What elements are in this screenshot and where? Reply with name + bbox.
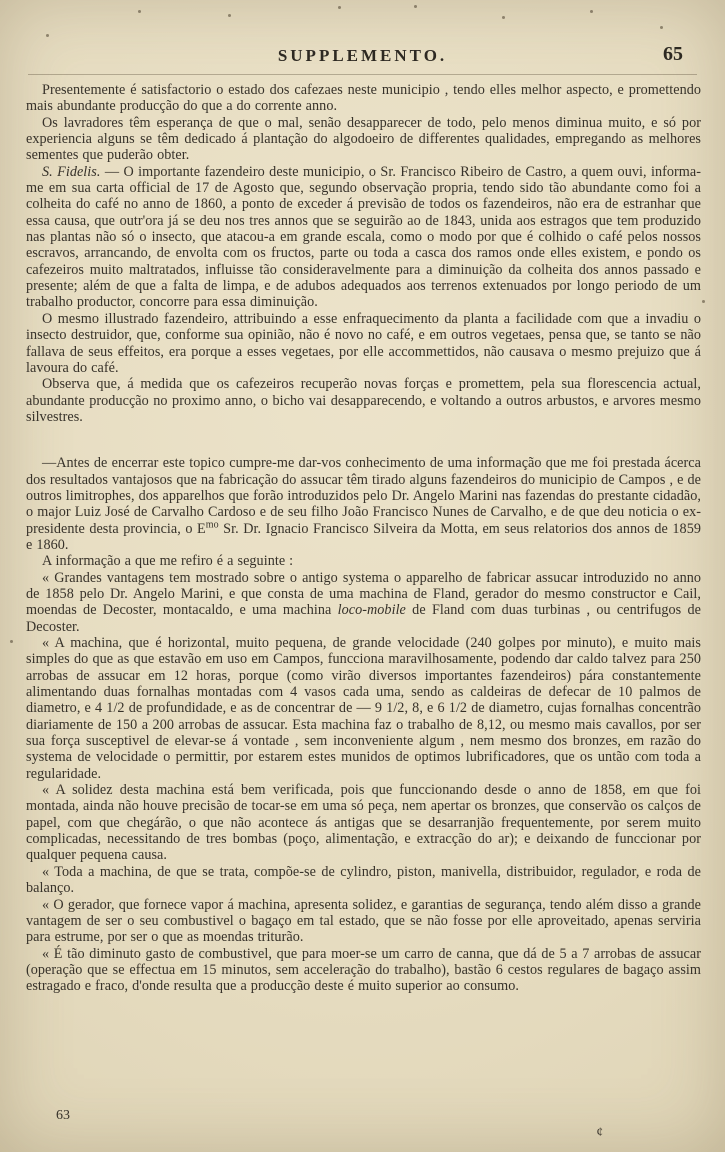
paragraph-lead-italic: S. Fidelis. [42,163,101,180]
scan-speck [338,6,341,9]
paragraph [26,164,701,311]
document-body [26,82,701,995]
scan-speck [46,34,49,37]
paragraph: Os lavradores têm esperança de que o mal, senão desapparecer de todo, pelo menos diminua muito, e só por experiencia alguns se têm dedicado á plantação do algodoeiro de differentes qualidades, empregando as melhores sementes que puderão obter. [26,114,701,164]
scan-speck [228,14,231,17]
paragraph-text: —Antes de encerrar este topico cumpre-me dar-vos conhecimento de uma informação que me foi prestada ácerca dos resultados vantajosos que na fabricação do assucar têm tirado alguns fazendeiros do municipio de Campos , e de outros limitrophes, dos apparelhos que forão introduzidos pelo Dr. Angelo Marini nas fazendas do prestante cidadão, o major Luiz José de Carvalho Cardoso e de seu filho João Francisco Nunes de Carvalho, e de que deu noticia o ex-presidente desta provincia, o E [26,455,701,537]
paragraph: A informação a que me refiro é a seguinte : [42,553,294,570]
signature-mark: 63 [56,1108,70,1123]
page-header [28,43,697,70]
scan-speck [702,300,705,303]
header-rule [28,74,697,75]
scan-speck [660,26,663,29]
paragraph: « O gerador, que fornece vapor á machina, apresenta solidez, e garantias de segurança, tendo além disso a grande vantagem de ser o seu combustivel o bagaço em tal estado, que se não fosse por elle aproveitado, apenas serviria para estrume, por ser o que as moendas triturão. [26,896,701,946]
page-number: 65 [663,43,683,65]
paragraph: « A machina, que é horizontal, muito pequena, de grande velocidade (240 golpes por minuto), e muito mais simples do que as que estavão em uso em Campos, funcciona maravilhosamente, podendo dar caldo talvez para 250 arrobas de assucar em 12 horas, porque (como virão diversos importantes fazendeiros) pára constantemente alimentando duas fornalhas montadas com 4 vasos cada uma, sendo as caldeiras de defecar de 10 palmos de diametro, e 4 1/2 de profundidade, e as de concentrar de — 9 1/2, 8, e 6 1/2 de diametro, cujas fornalhas concentrão diariamente de 150 a 200 arrobas de assucar. Esta machina faz o trabalho de 8,12, ou mesmo mais cavallos, por ser sua força susceptivel de elevar-se á vontade , sem inconveniente algum , nem mesmo dos bronzes, em razão do systema de velocidade o permittir, por estarem estes munidos de optimos lubrificadores, que os untão com toda a regularidade. [26,635,701,782]
paragraph-text: — O importante fazendeiro deste municipio, o Sr. Francisco Ribeiro de Castro, a quem ouvi, informa-me em sua carta official de 17 de Agosto que, segundo observação propria, tendo sido tão abundante como foi a colheita do café no anno de 1860, a ponto de exceder á previsão de todos os fazendeiros, não era de estranhar que essa causa, que outr'ora já se deu nos tres annos que se seguirão ao de 1843, unida aos estragos que tem produzido nas plantas não só o insecto, que atacou-a em grande escala, como o modo por que é colhido o café pelos nossos escravos, arrancando, de envolta com os fructos, parte ou toda a casca dos ramos onde elles existem, e pondo os cafezeiros muito maltratados, influisse tão consideravelmente para a diminuição da colheita dos annos passado e presente; além de que a falta de limpa, e de adubos adequados aos terrenos extenuados por longo periodo de um trabalho productor, concorre para essa diminuição. [26,163,701,311]
paragraph: « A solidez desta machina está bem verificada, pois que funccionando desde o anno de 1858, em que foi montada, ainda não houve precisão de tocar-se em uma só peça, nem apertar os bronzes, que conservão os calços de papel, com que chegárão, o que não acontece ás antigas que se desarranjão frequentemente, por serem muito complicadas, necessitando de tres bombas (poço, alimentação, e extracção do ar); e deixando de funccionar por qualquer pequena causa. [26,782,701,864]
paragraph [26,455,701,553]
scan-speck [10,640,13,643]
paragraph: Observa que, á medida que os cafezeiros recuperão novas forças e promettem, pela sua florescencia actual, abundante producção no proximo anno, o bicho vai desapparecendo, e voltando a outros arbustos, e arvores mesmo silvestres. [26,376,701,425]
scan-speck [138,10,141,13]
paragraph: « Toda a machina, de que se trata, compõe-se de cylindro, piston, manivella, distribuidor, regulador, e roda de balanço. [26,863,701,897]
paragraph-text: Sr. Dr. Ignacio Francisco Silveira da Motta, em seus relatorios dos annos de 1859 e 1860. [26,520,701,553]
superscript-abbreviation: mo [205,518,219,530]
paragraph [26,570,701,635]
italic-term: loco-mobile [337,602,406,619]
paragraph-text: « Grandes vantagens tem mostrado sobre o antigo systema o apparelho de fabricar assucar introduzido no anno de 1858 pelo Dr. Angelo Marini, e que consta de uma machina de Fland, gerador do mesmo constructor e Cail, moendas de Decoster, montacaldo, e uma machina [26,569,701,619]
paragraph: O mesmo illustrado fazendeiro, attribuindo a esse enfraquecimento da planta a facilidade com que a invadiu o insecto destruidor, que, conforme sua opinião, não é novo no café, e em outros vegetaes, pensa que, se tanto se não fallava de seus effeitos, era porque a esses vegetaes, por elle accommettidos, não causava o mesmo prejuizo que á lavoura do café. [26,310,701,376]
paragraph: « É tão diminuto gasto de combustivel, que para moer-se um carro de canna, que dá de 5 a 7 arrobas de assucar (operação que se effectua em 15 minutos, sem acceleração do trabalho), bastão 6 cestos regulares de bagaço assim estragado e fraco, d'onde resulta que a producção deste é muito superior ao consumo. [26,945,701,995]
paragraph-text: de Fland com duas turbinas , ou centrifugos de Decoster. [26,602,701,635]
scan-speck [502,16,505,19]
page-title: SUPPLEMENTO. [277,46,448,65]
footer-ink-mark: ¢ [596,1124,603,1139]
paragraph: Presentemente é satisfactorio o estado dos cafezaes neste municipio , tendo elles melhor aspecto, e promettendo mais abundante producção do que a do corrente anno. [26,82,701,115]
scan-speck [414,5,417,8]
scan-speck [590,10,593,13]
